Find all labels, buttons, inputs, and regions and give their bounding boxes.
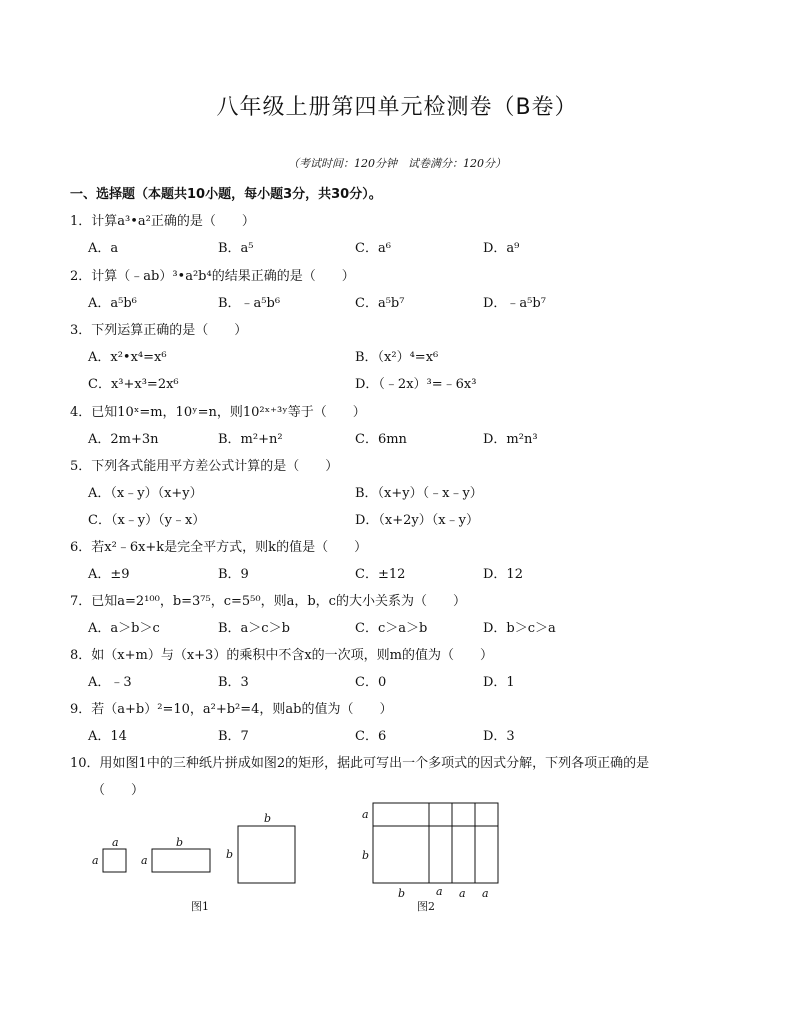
fig1-caption: 图1: [191, 900, 209, 913]
q2-option-c: C．a⁵b⁷: [355, 296, 405, 311]
fig1-label-a-top: a: [112, 836, 119, 849]
q3-option-d: D．（﹣2x）³=﹣6x³: [355, 377, 477, 392]
fig2-label-a-bottom-3: a: [482, 887, 489, 900]
small-square-a: [103, 849, 126, 872]
fig2-label-b-bottom: b: [398, 887, 406, 900]
q6-option-b: B．9: [218, 567, 249, 582]
q7-option-b: B．a＞c＞b: [218, 621, 290, 636]
question-10: 10．用如图1中的三种纸片拼成如图2的矩形，据此可写出一个多项式的因式分解，下列各项正确的是: [70, 756, 650, 771]
q4-option-b: B．m²+n²: [218, 432, 283, 447]
fig1-label-b-square-left: b: [226, 848, 234, 861]
q6-option-d: D．12: [483, 567, 523, 582]
rectangle-ab: [152, 849, 210, 872]
q5-option-d: D．（x+2y）（x﹣y）: [355, 513, 479, 528]
fig2-caption: 图2: [417, 900, 435, 913]
q9-option-b: B．7: [218, 729, 249, 744]
q4-option-d: D．m²n³: [483, 432, 538, 447]
q4-option-a: A．2m+3n: [88, 432, 159, 447]
fig2-outer-rect: [373, 803, 498, 883]
question-4: 4．已知10ˣ=m，10ʸ=n，则10²ˣ⁺³ʸ等于（ ）: [70, 405, 366, 420]
figure-2: [370, 800, 510, 888]
q8-option-b: B．3: [218, 675, 249, 690]
page-title: 八年级上册第四单元检测卷（B卷）: [216, 95, 578, 120]
fig1-label-a-rect: a: [141, 854, 148, 867]
question-8: 8．如（x+m）与（x+3）的乘积中不含x的一次项，则m的值为（ ）: [70, 648, 493, 663]
question-3: 3．下列运算正确的是（ ）: [70, 323, 248, 338]
q3-option-c: C．x³+x³=2x⁶: [88, 377, 179, 392]
q1-option-a: A．a: [88, 241, 119, 256]
q6-option-a: A．±9: [88, 567, 130, 582]
question-5: 5．下列各式能用平方差公式计算的是（ ）: [70, 459, 339, 474]
q1-option-b: B．a⁵: [218, 241, 254, 256]
fig2-label-a-bottom-2: a: [459, 887, 466, 900]
q9-option-d: D．3: [483, 729, 515, 744]
question-6: 6．若x²﹣6x+k是完全平方式，则k的值是（ ）: [70, 540, 368, 555]
question-10-blank: （ ）: [92, 783, 145, 798]
q2-option-a: A．a⁵b⁶: [88, 296, 137, 311]
q4-option-c: C．6mn: [355, 432, 407, 447]
q1-option-d: D．a⁹: [483, 241, 520, 256]
q9-option-a: A．14: [88, 729, 127, 744]
large-square-b: [238, 826, 295, 883]
q7-option-a: A．a＞b＞c: [88, 621, 160, 636]
q9-option-c: C．6: [355, 729, 387, 744]
q8-option-c: C．0: [355, 675, 387, 690]
q8-option-a: A．﹣3: [88, 675, 132, 690]
figure-1: [85, 810, 315, 895]
fig1-label-b-square-top: b: [264, 812, 272, 825]
fig2-label-a-left: a: [362, 808, 369, 821]
fig1-label-b-top: b: [176, 836, 184, 849]
q6-option-c: C．±12: [355, 567, 406, 582]
section-heading: 一、选择题（本题共10小题，每小题3分，共30分）。: [70, 187, 382, 202]
fig2-label-b-left: b: [362, 849, 370, 862]
q3-option-a: A．x²•x⁴=x⁶: [88, 350, 167, 365]
q5-option-a: A．（x﹣y）（x+y）: [88, 486, 203, 501]
question-2: 2．计算（﹣ab）³•a²b⁴的结果正确的是（ ）: [70, 269, 355, 284]
q7-option-c: C．c＞a＞b: [355, 621, 428, 636]
fig1-label-a-left: a: [92, 854, 99, 867]
q7-option-d: D．b＞c＞a: [483, 621, 556, 636]
question-7: 7．已知a=2¹⁰⁰，b=3⁷⁵，c=5⁵⁰，则a，b，c的大小关系为（ ）: [70, 594, 466, 609]
q2-option-b: B．﹣a⁵b⁶: [218, 296, 281, 311]
q2-option-d: D．﹣a⁵b⁷: [483, 296, 546, 311]
exam-info: （考试时间：120分钟 试卷满分：120分）: [288, 157, 506, 170]
q1-option-c: C．a⁶: [355, 241, 391, 256]
q3-option-b: B．（x²）⁴=x⁶: [355, 350, 439, 365]
question-9: 9．若（a+b）²=10，a²+b²=4，则ab的值为（ ）: [70, 702, 393, 717]
q5-option-b: B．（x+y）（﹣x﹣y）: [355, 486, 483, 501]
question-1: 1．计算a³•a²正确的是（ ）: [70, 214, 255, 229]
q5-option-c: C．（x﹣y）（y﹣x）: [88, 513, 206, 528]
q8-option-d: D．1: [483, 675, 515, 690]
fig2-label-a-bottom-1: a: [436, 885, 443, 898]
